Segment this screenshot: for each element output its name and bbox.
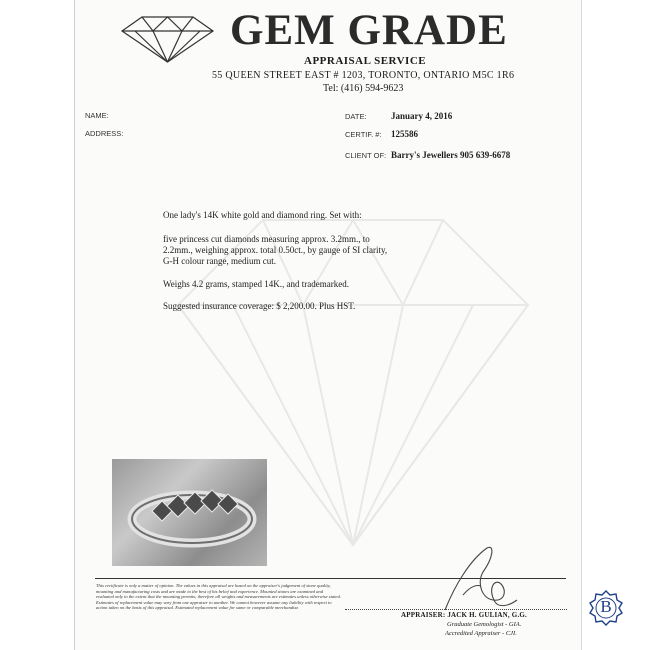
badge-letter: B bbox=[600, 597, 612, 616]
stones-line-3: G-H colour range, medium cut. bbox=[163, 256, 276, 266]
company-phone: Tel: (416) 594-9623 bbox=[323, 83, 404, 94]
client-value: Barry's Jewellers 905 639-6678 bbox=[391, 150, 511, 160]
service-title: APPRAISAL SERVICE bbox=[304, 55, 427, 67]
company-address: 55 QUEEN STREET EAST # 1203, TORONTO, ONTARIO M5C 1R6 bbox=[212, 70, 515, 81]
insurance-line: Suggested insurance coverage: $ 2,200.00. Plus HST. bbox=[163, 301, 356, 311]
certif-label: CERTIF. #: bbox=[345, 130, 382, 139]
ring-photo bbox=[112, 459, 267, 566]
credential-gia: Graduate Gemologist - GIA. bbox=[447, 621, 522, 628]
name-label: NAME: bbox=[85, 111, 109, 120]
company-name: GEM GRADE bbox=[230, 7, 508, 54]
address-label: ADDRESS: bbox=[85, 129, 124, 138]
weight-line: Weighs 4.2 grams, stamped 14K., and trademarked. bbox=[163, 279, 349, 289]
client-label: CLIENT OF: bbox=[345, 151, 387, 160]
item-description: One lady's 14K white gold and diamond ring. Set with: bbox=[163, 210, 362, 220]
signature-line bbox=[345, 609, 567, 610]
diamond-logo-icon bbox=[120, 14, 215, 64]
stones-line-1: five princess cut diamonds measuring approx. 3.2mm., to bbox=[163, 234, 370, 244]
appraiser-name: APPRAISER: JACK H. GULIAN, G.G. bbox=[401, 611, 527, 619]
appraisal-certificate bbox=[74, 0, 582, 650]
appraiser-signature bbox=[435, 540, 525, 615]
date-value: January 4, 2016 bbox=[391, 111, 453, 121]
certif-value: 125586 bbox=[391, 129, 418, 139]
disclaimer: This certificate is only a matter of opinion. The values in this appraisal are based on the appraiser's judgement of stone quality, mounting and manufacturing costs and are made to the best of his belief and experience. Mounted stones are examined and evaluated only to the extent that the mounting permits; therefore all weights and measurements are estimates unless otherwise stated. Estimates of replacement value may vary from one appraiser to another. We cannot however assume any liability with respect to action taken on the basis of this appraisal. Estimated replacement value for same or comparable merchandise. bbox=[96, 583, 341, 610]
credential-cji: Accredited Appraiser - CJI. bbox=[445, 630, 517, 637]
date-label: DATE: bbox=[345, 112, 367, 121]
stones-line-2: 2.2mm., weighing approx. total 0.50ct., by gauge of SI clarity, bbox=[163, 245, 388, 255]
